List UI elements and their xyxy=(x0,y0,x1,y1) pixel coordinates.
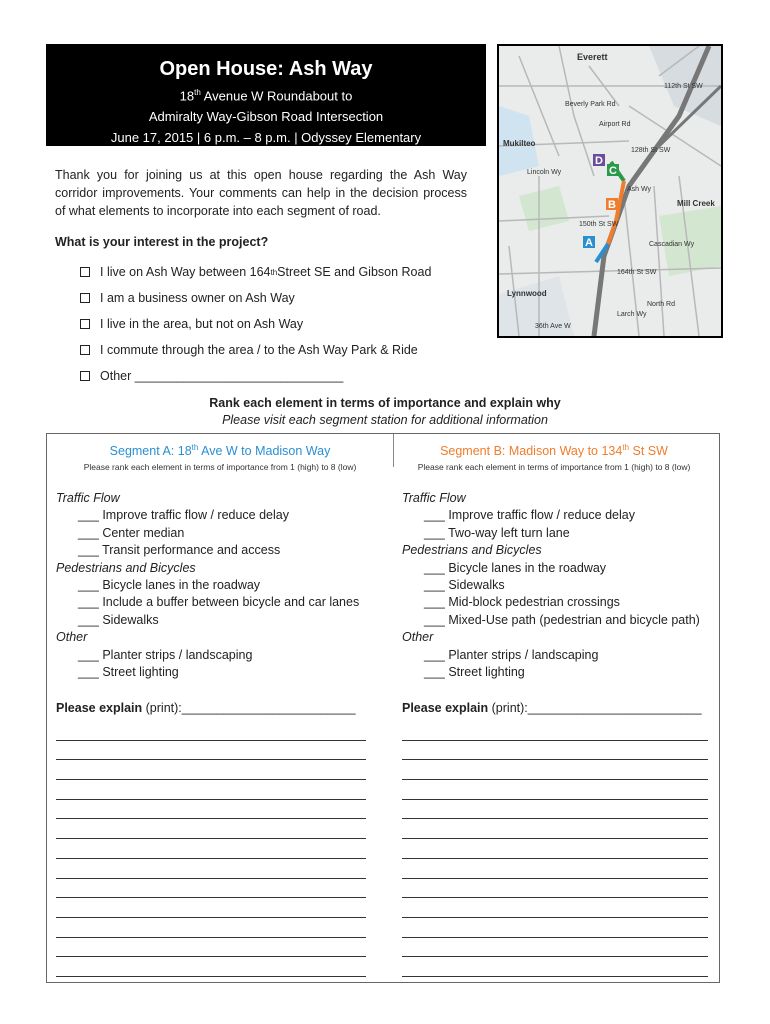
category-label: Pedestrians and Bicycles xyxy=(402,543,542,558)
interest-option-commute[interactable]: I commute through the area / to the Ash Way Park & Ride xyxy=(80,337,431,363)
rank-item[interactable]: ___ Bicycle lanes in the roadway xyxy=(78,578,261,593)
map-label-millcreek: Mill Creek xyxy=(677,199,715,208)
segment-a-explain-lines[interactable] xyxy=(56,721,366,977)
map-label-128th: 128th St SW xyxy=(631,147,671,154)
category-label: Pedestrians and Bicycles xyxy=(56,560,196,575)
segment-a-explain-label[interactable]: Please explain (print):_________________________ xyxy=(56,701,356,715)
category-label: Traffic Flow xyxy=(56,491,120,505)
checkbox[interactable] xyxy=(80,345,90,355)
rank-item[interactable]: ___ Street lighting xyxy=(78,665,179,680)
checkbox[interactable] xyxy=(80,267,90,277)
map-label-112th: 112th St SW xyxy=(664,83,703,90)
segment-b-explain-lines[interactable] xyxy=(402,721,708,977)
header-banner xyxy=(46,44,486,146)
rank-item[interactable]: ___ Mixed-Use path (pedestrian and bicycle path) xyxy=(424,612,700,627)
map-graphic xyxy=(499,46,721,336)
map-marker-a: A xyxy=(585,237,593,249)
segment-b-explain-label[interactable]: Please explain (print):_________________________ xyxy=(402,701,702,715)
interest-options xyxy=(80,259,431,389)
header-line-3: June 17, 2015 | 6 p.m. – 8 p.m. | Odyssey Elementary xyxy=(110,130,422,146)
rank-title: Rank each element in terms of importance and explain why xyxy=(209,396,561,410)
rank-item[interactable]: ___ Mid-block pedestrian crossings xyxy=(424,595,620,610)
checkbox[interactable] xyxy=(80,293,90,303)
interest-option-live-area[interactable]: I live in the area, but not on Ash Way xyxy=(80,311,431,337)
segments-box xyxy=(46,433,720,983)
header-line-1: 18th Avenue W Roundabout to xyxy=(179,88,353,104)
segment-b-list xyxy=(402,490,700,681)
segment-a-title: Segment A: 18th Ave W to Madison Way xyxy=(109,443,331,459)
checkbox[interactable] xyxy=(80,319,90,329)
map-marker-d: D xyxy=(595,155,603,167)
rank-item[interactable]: ___ Include a buffer between bicycle and car lanes xyxy=(78,595,360,610)
map-label-larch: Larch Wy xyxy=(617,311,647,318)
rank-item[interactable]: ___ Sidewalks xyxy=(78,612,159,627)
map-label-ashway: Ash Wy xyxy=(627,186,652,193)
interest-question: What is your interest in the project? xyxy=(55,235,269,249)
map-label-164th: 164th St SW xyxy=(617,269,657,276)
map-label-lynnwood: Lynnwood xyxy=(507,289,547,298)
segment-a-instructions: Please rank each element in terms of importance from 1 (high) to 8 (low) xyxy=(83,462,357,472)
corridor-map xyxy=(497,44,723,338)
map-label-northrd: North Rd xyxy=(647,301,676,308)
rank-item[interactable]: ___ Two-way left turn lane xyxy=(424,525,570,540)
header-line-2: Admiralty Way-Gibson Road Intersection xyxy=(148,109,384,125)
segment-a-list xyxy=(56,490,359,681)
page-title: Open House: Ash Way xyxy=(159,58,373,80)
interest-option-business-owner[interactable]: I am a business owner on Ash Way xyxy=(80,285,431,311)
map-label-beverly: Beverly Park Rd xyxy=(565,101,616,108)
map-marker-c: C xyxy=(609,165,617,177)
interest-option-other[interactable]: Other ______________________________ xyxy=(80,363,431,389)
category-label: Other xyxy=(402,630,434,645)
rank-item[interactable]: ___ Center median xyxy=(78,525,185,540)
checkbox[interactable] xyxy=(80,371,90,381)
category-label: Other xyxy=(56,630,88,645)
rank-item[interactable]: ___ Planter strips / landscaping xyxy=(78,647,253,662)
rank-item[interactable]: ___ Bicycle lanes in the roadway xyxy=(424,560,607,575)
rank-item[interactable]: ___ Transit performance and access xyxy=(78,543,281,558)
map-label-150th: 150th St SW xyxy=(579,221,619,228)
intro-paragraph: Thank you for joining us at this open house regarding the Ash Way corridor improvements. Your comments can help in the decision process of what elements to incorporate into each segment of road. xyxy=(55,168,467,218)
rank-item[interactable]: ___ Sidewalks xyxy=(424,578,505,593)
rank-item[interactable]: ___ Street lighting xyxy=(424,665,525,680)
map-label-airport: Airport Rd xyxy=(599,121,631,128)
rank-subtitle: Please visit each segment station for additional information xyxy=(222,413,548,427)
map-label-36th: 36th Ave W xyxy=(535,323,571,330)
map-label-everett: Everett xyxy=(577,52,608,62)
map-label-cascadian: Cascadian Wy xyxy=(649,241,695,248)
segment-b-title: Segment B: Madison Way to 134th St SW xyxy=(440,443,668,459)
map-marker-b: B xyxy=(608,199,616,211)
interest-option-live-ashway[interactable]: I live on Ash Way between 164 th Street SE and Gibson Road xyxy=(80,259,431,285)
rank-item[interactable]: ___ Improve traffic flow / reduce delay xyxy=(424,508,635,523)
segment-b-instructions: Please rank each element in terms of importance from 1 (high) to 8 (low) xyxy=(417,462,691,472)
map-label-lincoln: Lincoln Wy xyxy=(527,169,562,176)
rank-item[interactable]: ___ Improve traffic flow / reduce delay xyxy=(78,508,289,523)
rank-item[interactable]: ___ Planter strips / landscaping xyxy=(424,647,599,662)
category-label: Traffic Flow xyxy=(402,491,466,505)
map-label-mukilteo: Mukilteo xyxy=(503,139,536,148)
